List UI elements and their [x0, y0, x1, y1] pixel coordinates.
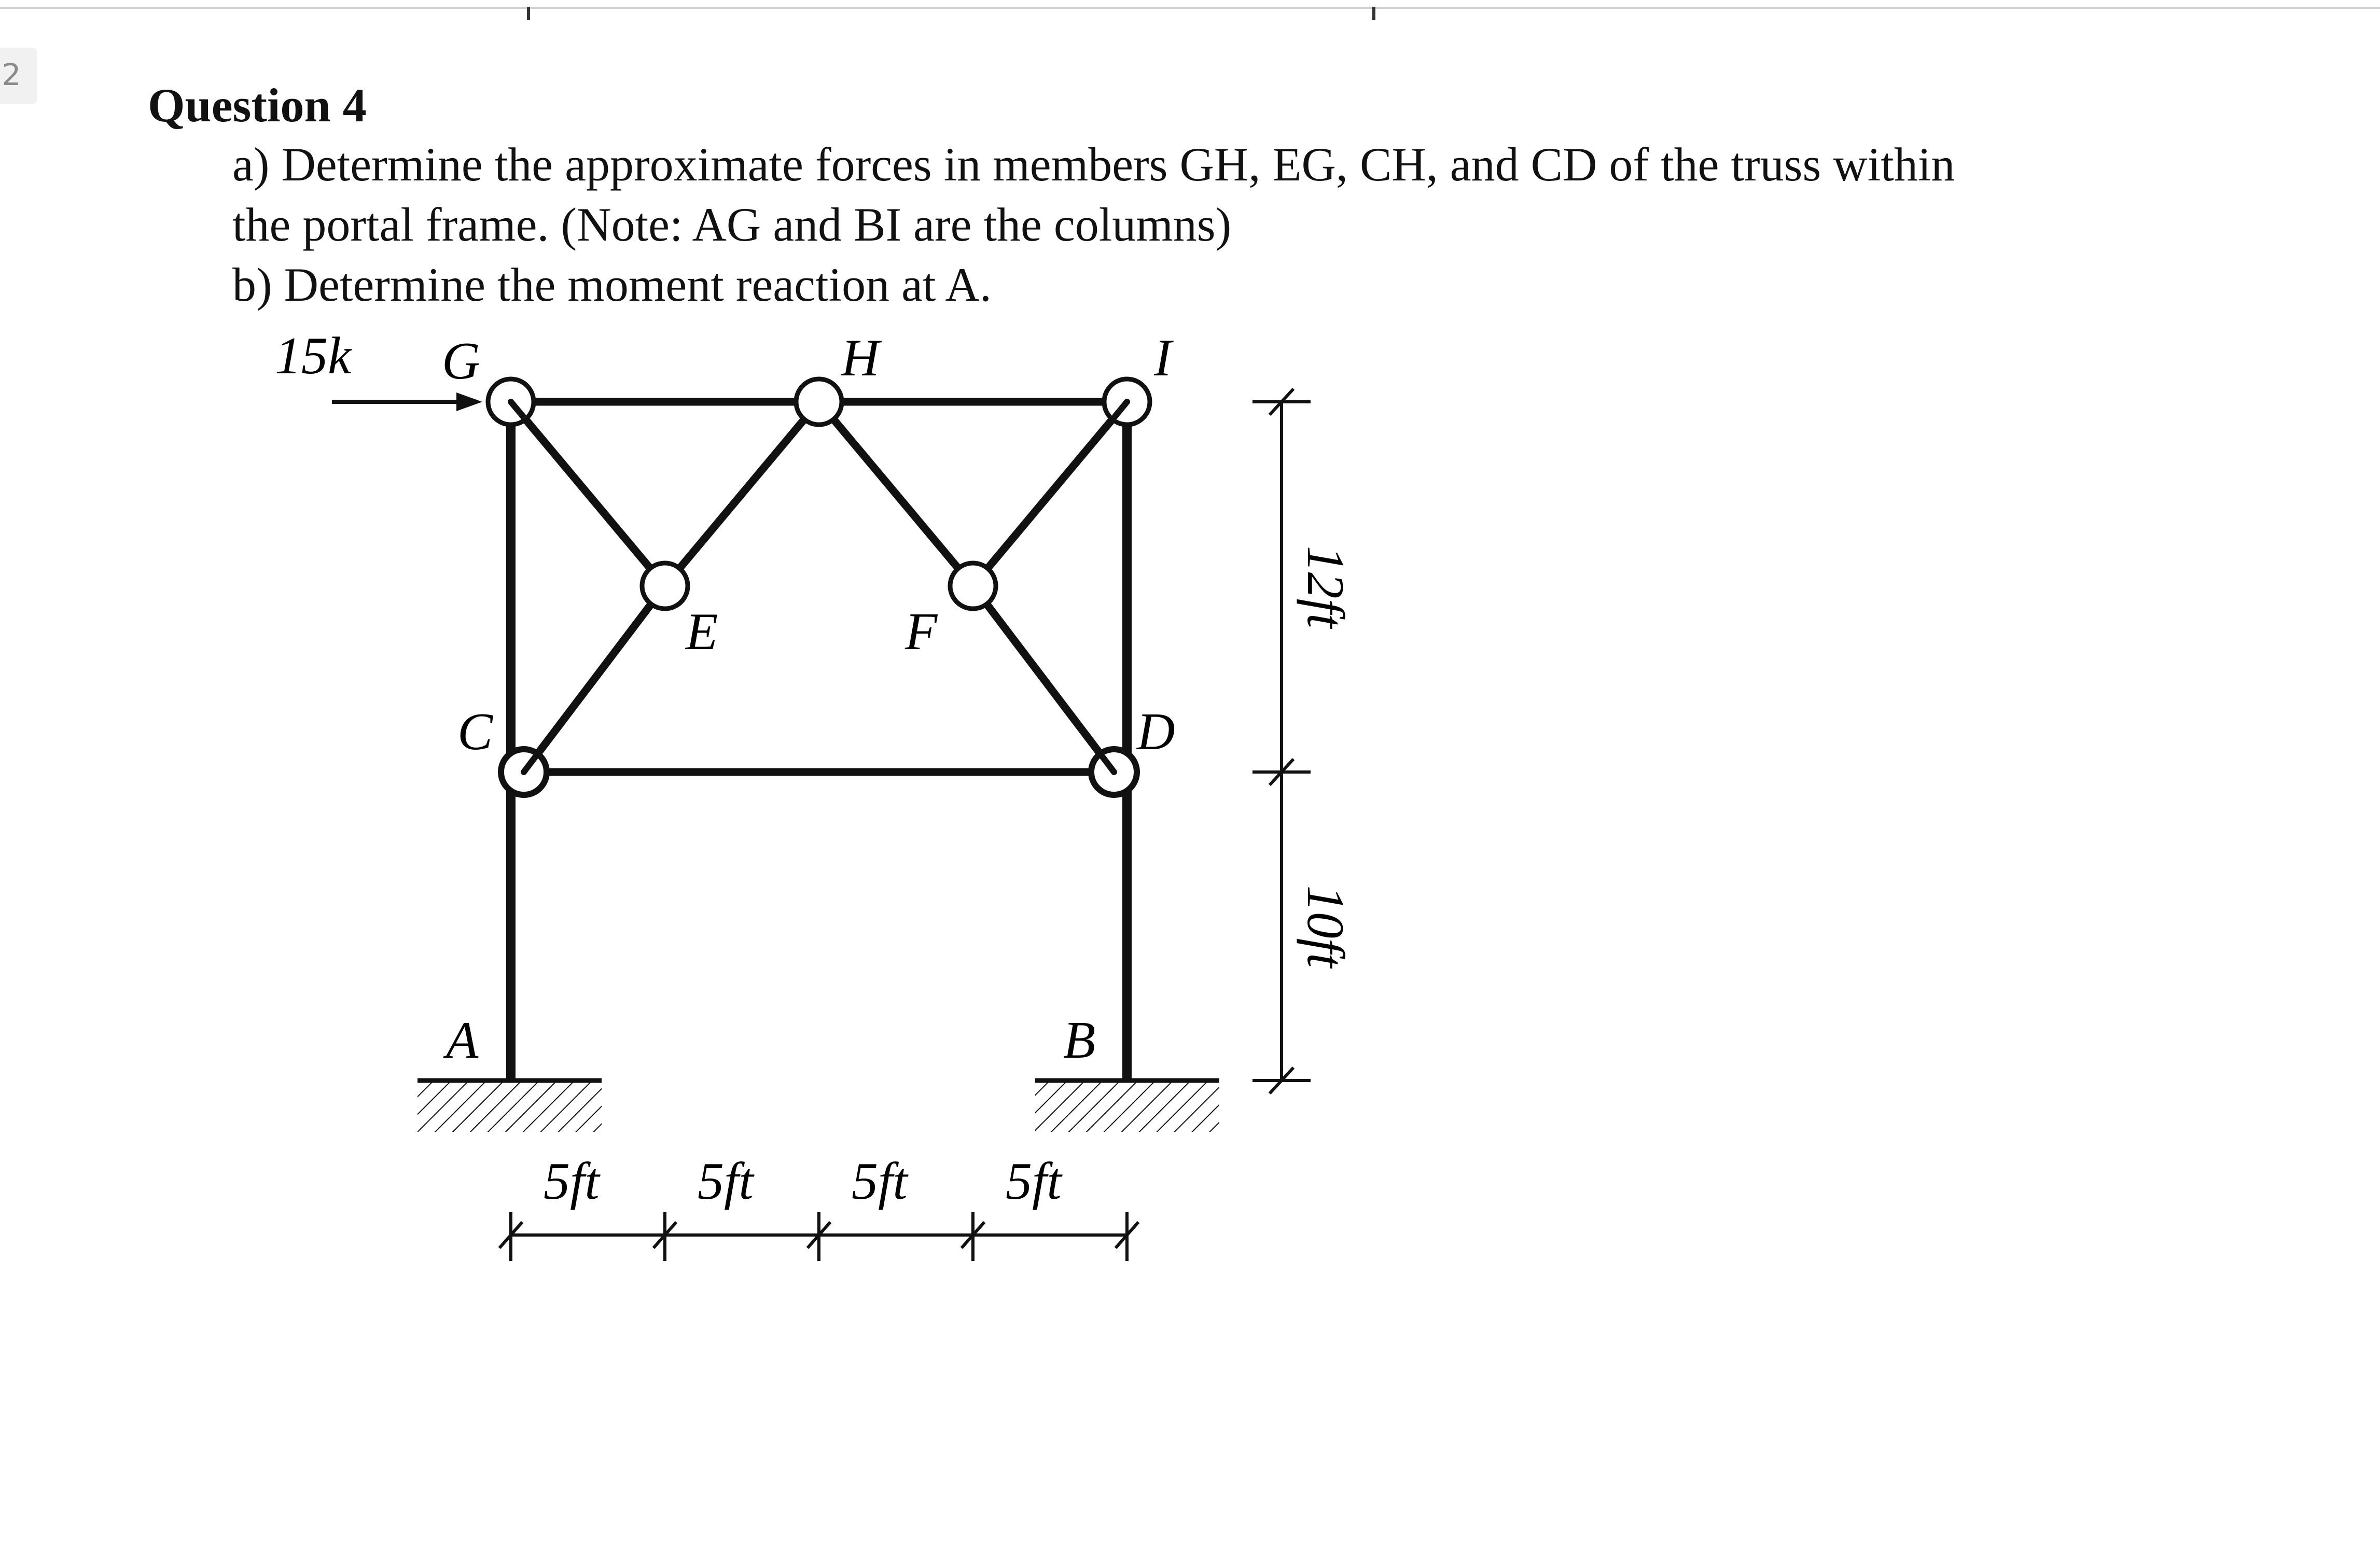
member-eh	[665, 402, 819, 586]
label-f: F	[905, 602, 938, 661]
pin-f	[950, 563, 996, 609]
member-fi	[973, 402, 1127, 586]
height-label-upper: 12ft	[1296, 545, 1355, 628]
question-title: Question 4	[148, 79, 367, 132]
height-label-lower: 10ft	[1296, 885, 1355, 968]
support-a	[417, 1081, 602, 1132]
page-number: 2	[2, 57, 21, 92]
span-dimension	[499, 1212, 1138, 1261]
label-b: B	[1063, 1011, 1096, 1070]
member-eg	[511, 402, 665, 586]
load-arrow	[332, 392, 482, 411]
member-hf	[819, 402, 973, 586]
height-dimension	[1252, 389, 1311, 1093]
label-e: E	[686, 602, 718, 661]
span-label-1: 5ft	[544, 1152, 600, 1211]
question-part-a-line2: the portal frame. (Note: AG and BI are the columns)	[232, 198, 1232, 251]
label-a: A	[446, 1011, 479, 1070]
label-i: I	[1154, 329, 1172, 387]
span-label-4: 5ft	[1006, 1152, 1062, 1211]
member-fd	[973, 586, 1114, 772]
member-ce	[524, 586, 665, 772]
pin-e	[642, 563, 688, 609]
question-part-b: b) Determine the moment reaction at A.	[232, 258, 992, 311]
span-label-2: 5ft	[698, 1152, 754, 1211]
span-label-3: 5ft	[852, 1152, 908, 1211]
pin-h	[796, 379, 842, 425]
label-h: H	[841, 329, 880, 387]
label-d: D	[1137, 703, 1175, 761]
label-g: G	[442, 332, 480, 390]
support-b	[1035, 1081, 1219, 1132]
load-label: 15k	[275, 327, 352, 385]
label-c: C	[457, 703, 493, 761]
question-part-a-line1: a) Determine the approximate forces in members GH, EG, CH, and CD of the truss within	[232, 138, 1955, 191]
